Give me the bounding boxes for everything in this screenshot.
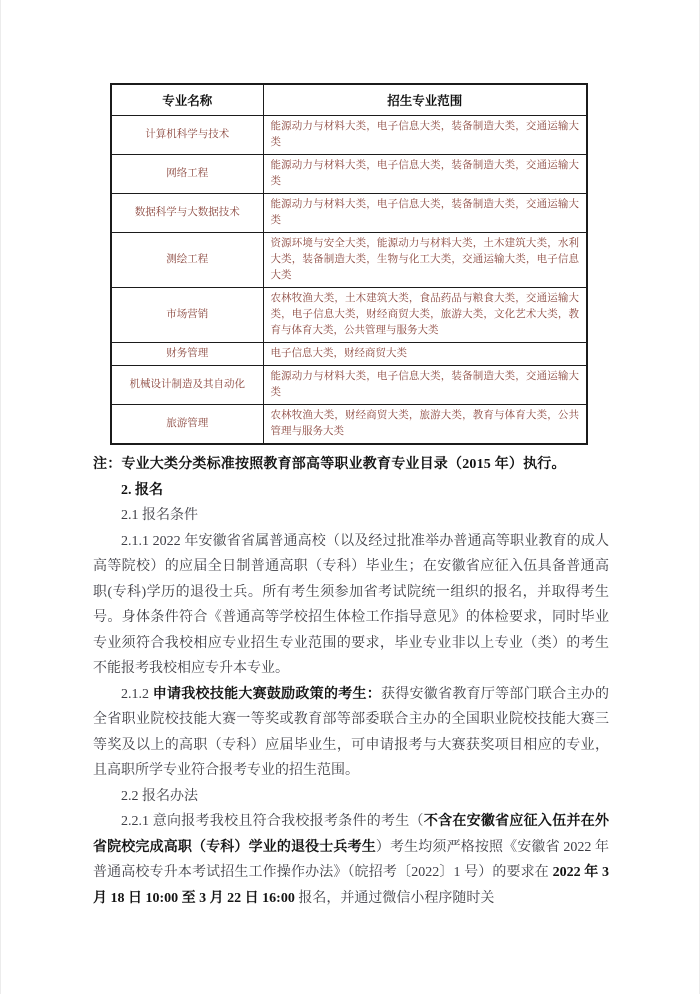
major-name-cell: 市场营销 <box>111 288 263 343</box>
scope-cell: 农林牧渔大类，土木建筑大类，食品药品与粮食大类，交通运输大类，电子信息大类，财经商贸大类，旅游大类，文化艺术大类，教育与体育大类，公共管理与服务大类 <box>263 288 587 343</box>
table-row <box>111 233 587 288</box>
table-row <box>111 194 587 233</box>
table-row <box>111 405 587 445</box>
table-row <box>111 155 587 194</box>
scope-cell: 资源环境与安全大类，能源动力与材料大类，土木建筑大类，水利大类，装备制造大类，生物与化工大类，交通运输大类，电子信息大类 <box>263 233 587 288</box>
section-heading-2-2: 2.2 报名办法 <box>121 788 198 804</box>
scope-cell: 能源动力与材料大类，电子信息大类，装备制造大类，交通运输大类 <box>263 155 587 194</box>
document-text-block <box>93 452 609 911</box>
scope-cell: 农林牧渔大类，财经商贸大类，旅游大类，教育与体育大类，公共管理与服务大类 <box>263 405 587 445</box>
section-heading-2: 2. 报名 <box>121 482 163 498</box>
table-header-row <box>111 84 587 116</box>
table-note: 注：专业大类分类标准按照教育部高等职业教育专业目录（2015 年）执行。 <box>93 457 566 472</box>
scope-cell: 能源动力与材料大类，电子信息大类，装备制造大类，交通运输大类 <box>263 366 587 405</box>
major-name-cell: 财务管理 <box>111 343 263 366</box>
major-name-cell: 旅游管理 <box>111 405 263 445</box>
text-segment: 2.1.1 2022 年安徽省省属普通高校（以及经过批准举办普通高等职业教育的成人高等院校）的应届全日制普通高职（专科）毕业生；在安徽省应征入伍具备普通高职(专科)学历的退役士兵。所有考生须参加省考试院统一组织的报名，并取得考生号。身体条件符合《普通高等学校招生体检工作指导意见》的体检要求，同时毕业专业须符合我校相应专业招生专业范围的要求，毕业专业非以上专业（类）的考生不能报考我校相应专升本专业。 <box>93 533 609 676</box>
text-segment: 2.2.1 意向报考我校且符合我校报考条件的考生（ <box>121 814 424 829</box>
paragraph-2-1-2 <box>93 682 609 784</box>
scope-cell: 电子信息大类，财经商贸大类 <box>263 343 587 366</box>
scope-cell: 能源动力与材料大类，电子信息大类，装备制造大类，交通运输大类 <box>263 194 587 233</box>
text-segment-bold: 申请我校技能大赛鼓励政策的考生： <box>152 686 382 702</box>
table-row <box>111 366 587 405</box>
majors-table-body <box>111 116 587 445</box>
paragraph-2-1-1 <box>93 529 609 682</box>
text-segment: 2.1.2 <box>121 686 153 702</box>
paragraph-2-2-1 <box>93 809 609 911</box>
table-header-major: 专业名称 <box>111 84 263 116</box>
major-name-cell: 机械设计制造及其自动化 <box>111 366 263 405</box>
table-header-scope: 招生专业范围 <box>263 84 587 116</box>
major-name-cell: 测绘工程 <box>111 233 263 288</box>
text-segment: ）考生均须严格按照《安徽省 2022 年普通高校专升本考试招生工作操作办法》（皖招考〔2022〕1 号）的要求在 <box>93 839 610 880</box>
scope-cell: 能源动力与材料大类，电子信息大类，装备制造大类，交通运输大类 <box>263 116 587 155</box>
major-name-cell: 网络工程 <box>111 155 263 194</box>
table-row <box>111 288 587 343</box>
major-name-cell: 数据科学与大数据技术 <box>111 194 263 233</box>
section-heading-2-1: 2.1 报名条件 <box>121 508 198 523</box>
text-segment-bold: 不含在安徽省应征入伍并在外省院校完成高职（专科）学业的退役士兵考生 <box>93 814 609 855</box>
table-row <box>111 116 587 155</box>
major-name-cell: 计算机科学与技术 <box>111 116 263 155</box>
table-row <box>111 343 587 366</box>
text-segment-bold: 2022 年 3 月 18 日 10:00 至 3 月 22 日 16:00 <box>93 865 610 906</box>
majors-table-head <box>111 84 587 116</box>
text-segment: 报名，并通过微信小程序随时关 <box>294 890 495 906</box>
text-segment: 获得安徽省教育厅等部门联合主办的全省职业院校技能大赛一等奖或教育部等部委联合主办的全国职业院校技能大赛三等奖及以上的高职（专科）应届毕业生，可申请报考与大赛获奖项目相应的专业，且高职所学专业符合报考专业的招生范围。 <box>93 686 609 778</box>
majors-table <box>110 83 588 445</box>
